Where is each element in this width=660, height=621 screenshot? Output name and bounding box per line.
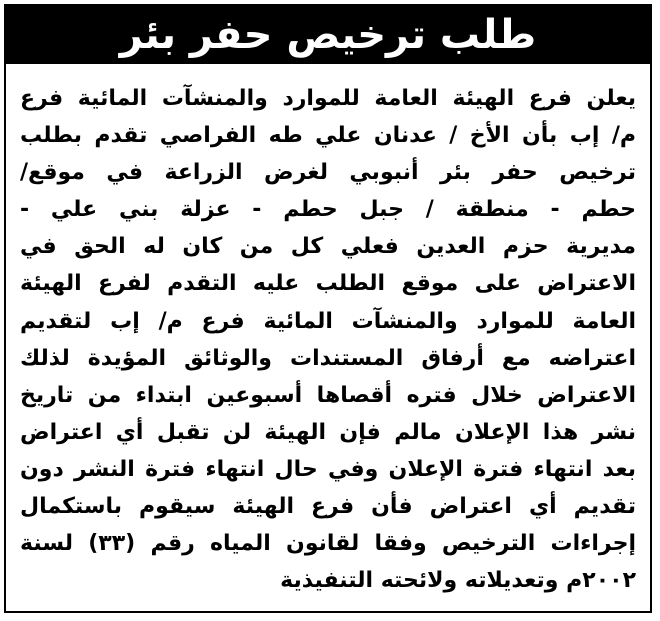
body-line: تقديم أي اعتراض فأن فرع الهيئة سيقوم باستكمال (20, 494, 636, 520)
body-line: ٢٠٠٢م وتعديلاته ولائحته التنفيذية (280, 568, 636, 594)
body-line: الاعتراض على موقع الطلب عليه التقدم لفرع الهيئة (20, 271, 636, 297)
body-line: بعد انتهاء فترة الإعلان وفي حال انتهاء فترة النشر دون (20, 456, 636, 482)
notice-body (20, 80, 636, 599)
title-bar (6, 6, 650, 64)
body-line: اعتراضه مع أرفاق المستندات والوثائق المؤيدة لذلك (20, 345, 636, 371)
body-line: الاعتراض خلال فتره أقصاها أسبوعين ابتداء من تاريخ (20, 382, 636, 408)
body-line: العامة للموارد والمنشآت المائية فرع م/ إب لتقديم (20, 308, 636, 334)
body-line: م/ إب بأن الأخ / عدنان علي طه الفراصي تقدم بطلب (20, 123, 636, 149)
notice-title: طلب ترخيص حفر بئر (119, 12, 537, 58)
body-line: ترخيص حفر بئر أنبوبي لغرض الزراعة في موقع/ (20, 160, 636, 186)
body-line: إجراءات الترخيص وفقا لقانون المياه رقم (٣٣) لسنة (20, 531, 636, 557)
body-line: مديرية حزم العدين فعلي كل من كان له الحق في (20, 234, 636, 260)
notice-frame (4, 4, 652, 613)
body-line: حطم - منطقة / جبل حطم - عزلة بني علي - (20, 197, 636, 223)
body-line: يعلن فرع الهيئة العامة للموارد والمنشآت المائية فرع (20, 86, 636, 111)
body-line: نشر هذا الإعلان مالم فإن الهيئة لن تقبل أي اعتراض (20, 419, 636, 445)
